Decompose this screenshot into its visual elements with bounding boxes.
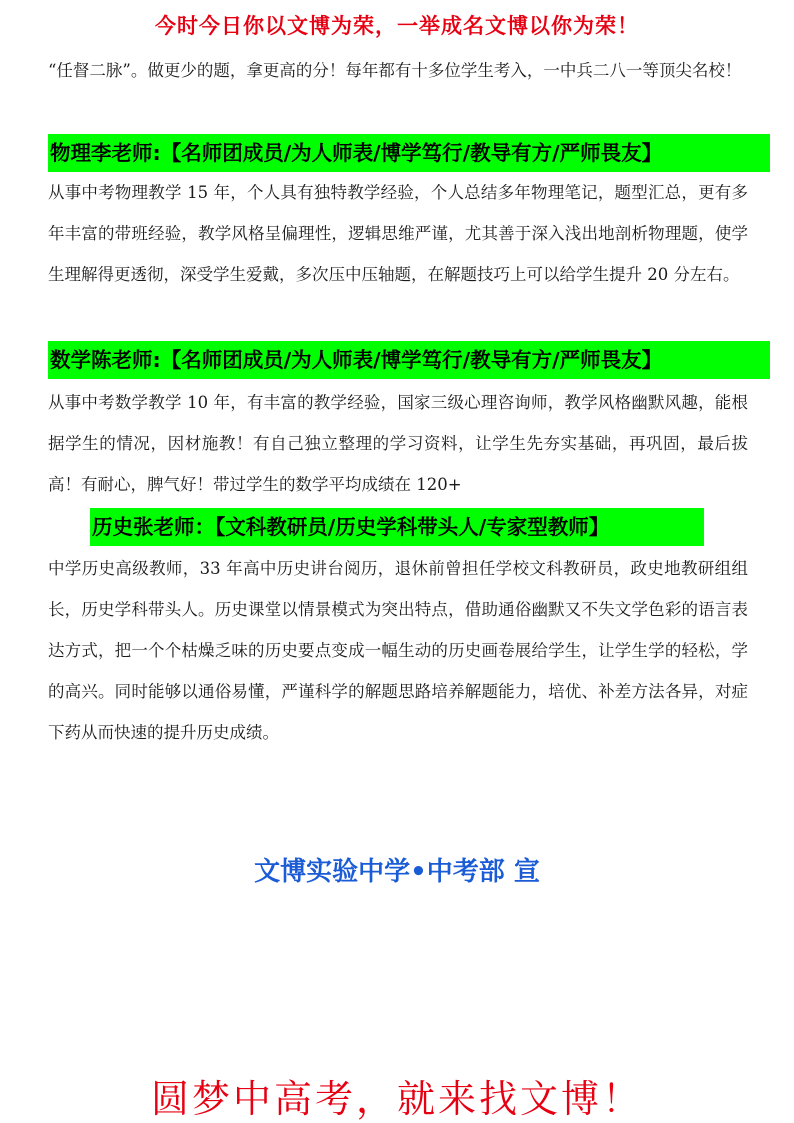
intro-paragraph: “任督二脉”。做更少的题，拿更高的分！每年都有十多位学生考入，一中兵二八一等顶尖名校！	[48, 61, 742, 80]
physics-teacher-description: 从事中考物理教学 15 年，个人具有独特教学经验，个人总结多年物理笔记，题型汇总，更有多年丰富的带班经验，教学风格呈偏理性，逻辑思维严谨，尤其善于深入浅出地剖析物理题，使学生理解得更透彻，深受学生爱戴，多次压中压轴题，在解题技巧上可以给学生提升 20 分左右。	[48, 183, 748, 284]
math-teacher-description: 从事中考数学教学 10 年，有丰富的教学经验，国家三级心理咨询师，教学风格幽默风趣，能根据学生的情况，因材施教！有自己独立整理的学习资料，让学生先夯实基础，再巩固，最后拔高！有耐心，脾气好！带过学生的数学平均成绩在 120+	[48, 393, 748, 494]
history-teacher-description: 中学历史高级教师，33 年高中历史讲台阅历，退休前曾担任学校文科教研员，政史地教研组组长，历史学科带头人。历史课堂以情景模式为突出特点，借助通俗幽默又不失文学色彩的语言表达方式，把一个个枯燥乏味的历史要点变成一幅生动的历史画卷展给学生，让学生学的轻松，学的高兴。同时能够以通俗易懂，严谨科学的解题思路培养解题能力，培优、补差方法各异，对症下药从而快速的提升历史成绩。	[48, 559, 748, 742]
school-signature: 文博实验中学•中考部 宣	[254, 857, 540, 887]
bottom-slogan: 圆梦中高考，就来找文博！	[150, 1077, 643, 1121]
top-slogan: 今时今日你以文博为荣，一举成名文博以你为荣！	[155, 13, 639, 38]
history-teacher-heading: 历史张老师：【文科教研员/历史学科带头人/专家型教师】	[90, 508, 704, 546]
math-teacher-heading: 数学陈老师:【名师团成员/为人师表/博学笃行/教导有方/严师畏友】	[48, 341, 770, 379]
physics-teacher-heading: 物理李老师:【名师团成员/为人师表/博学笃行/教导有方/严师畏友】	[48, 134, 770, 172]
